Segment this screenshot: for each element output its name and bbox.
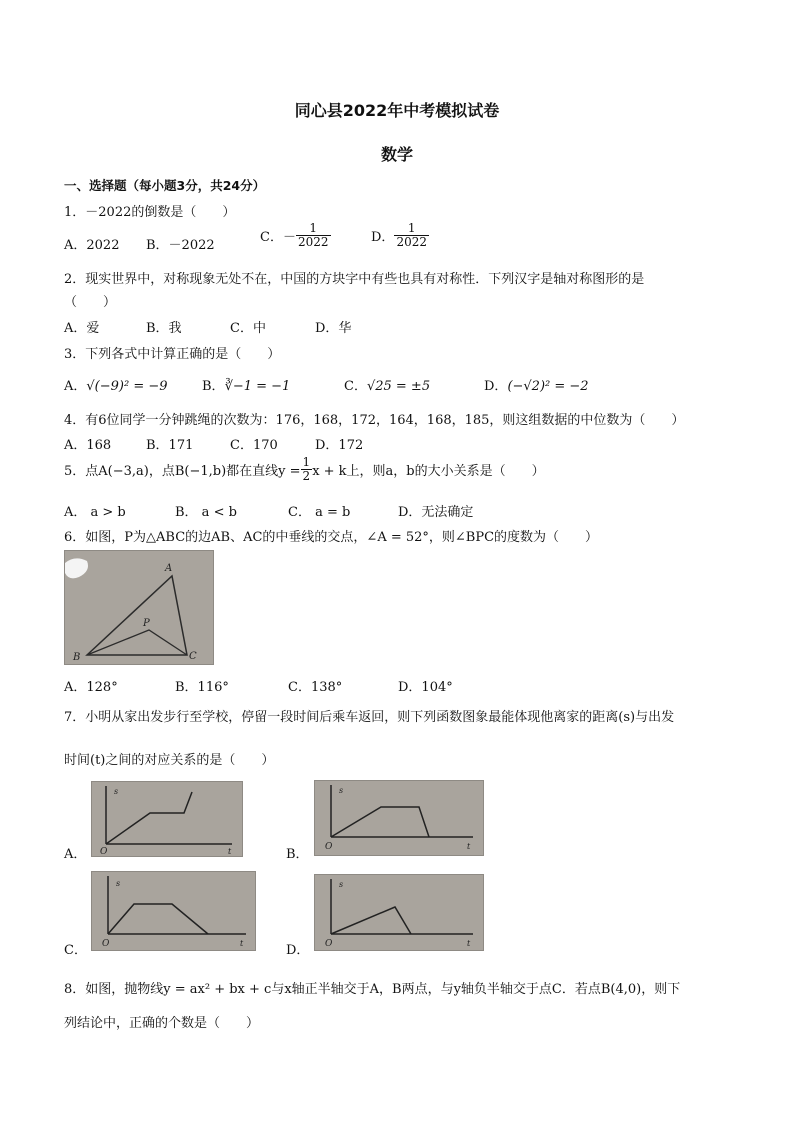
question-2-stem: 2．现实世界中，对称现象无处不在，中国的方块字中有些也具有对称性．下列汉字是轴对称图形的是 [64,272,645,287]
q5-option-d: D．无法确定 [398,505,474,520]
q3-option-c-expr: √25 = ±5 [366,379,431,394]
graph-d-origin: O [325,939,333,949]
graph-c-curve [108,904,208,934]
question-6-stem: 6．如图，P为△ABC的边AB、AC的中垂线的交点，∠A = 52°，则∠BPC的度数为（ ） [64,530,599,545]
q1-d-numerator: 1 [394,222,429,236]
q3-option-a-expr: √(−9)² = −9 [86,379,168,394]
q3-option-a-label: A． [64,379,87,394]
q2-option-c: C．中 [230,321,266,336]
q7-option-d-label: D． [286,943,310,958]
q7-option-a-label: A． [64,847,87,862]
label-a: A [165,563,173,574]
label-b: B [73,652,81,663]
q5-option-c: C． a = b [288,505,351,520]
q4-option-a: A．168 [64,438,112,453]
graph-c-t-label: t [240,939,244,948]
graph-b-origin: O [325,842,333,852]
q5-stem-part1: 5．点A(−3,a)，点B(−1,b)都在直线y = [64,464,301,480]
graph-d-curve [331,907,411,934]
q7-graph-b [314,780,484,856]
q6-option-a: A．128° [64,680,118,695]
graph-b-s-label: s [339,786,344,795]
question-5-stem [64,456,545,483]
q4-option-b: B．171 [146,438,194,453]
q3-option-b-expr: ∛−1 = −1 [224,379,291,394]
q6-option-c: C．138° [288,680,343,695]
q1-option-b: B．－2022 [146,238,215,253]
q7-graph-d [314,874,484,951]
q5-numerator: 1 [302,455,311,469]
q7-option-c-label: C． [64,943,87,958]
q1-option-d-label: D． [371,230,395,246]
q3-option-c [344,375,430,394]
q1-d-denominator: 2022 [396,235,427,250]
graph-a-curve [106,792,192,844]
question-1-stem: 1．－2022的倒数是（ ） [64,205,236,220]
q3-option-d-label: D． [484,379,508,394]
q7-graph-b-svg [315,781,483,855]
question-3-stem: 3．下列各式中计算正确的是（ ） [64,347,281,362]
question-4-stem: 4．有6位同学一分钟跳绳的次数为：176，168，172，164，168，185，则这组数据的中位数为（ ） [64,413,685,428]
page-subtitle: 数学 [380,145,413,164]
graph-a-origin: O [100,847,108,856]
q2-option-b: B．我 [146,321,182,336]
q4-option-d: D．172 [315,438,364,453]
q1-c-denominator: 2022 [297,235,329,250]
q6-option-b: B．116° [175,680,229,695]
q5-option-b: B． a < b [175,505,237,520]
q6-triangle-svg [65,551,213,664]
q7-graph-c-svg [92,872,255,950]
q5-denominator: 2 [302,469,311,484]
question-2-paren: （ ） [64,295,117,310]
graph-b-t-label: t [467,842,471,851]
paper-glare [65,558,88,578]
q1-c-numerator: 1 [296,222,331,236]
q3-option-b-label: B． [202,379,225,394]
q7-graph-d-svg [315,875,483,950]
triangle-abc [87,576,187,655]
q4-option-c: C．170 [230,438,278,453]
question-7-stem-line1: 7．小明从家出发步行至学校，停留一段时间后乘车返回，则下列函数图象最能体现他离家的距离(s)与出发 [64,710,675,725]
q2-option-d: D．华 [315,321,352,336]
q7-graph-c [91,871,256,951]
q6-triangle-figure [64,550,214,665]
q6-option-d: D．104° [398,680,453,695]
q3-option-a [64,375,168,394]
page-title: 同心县2022年中考模拟试卷 [294,101,500,120]
graph-d-s-label: s [339,880,344,889]
label-p: P [143,618,150,629]
q1-option-c [260,222,331,249]
segments-bp-pc [87,630,187,655]
q1-option-c-fraction [296,222,331,249]
label-c: C [189,651,197,662]
graph-a-s-label: s [114,787,119,796]
question-7-stem-line2: 时间(t)之间的对应关系的是（ ） [64,753,275,768]
graph-c-origin: O [102,939,110,949]
graph-a-t-label: t [228,847,232,856]
q5-stem-part2: x + k上，则a，b的大小关系是（ ） [312,464,545,480]
q3-option-d-expr: (−√2)² = −2 [507,379,589,394]
q5-option-a: A． a > b [64,505,126,520]
question-8-stem-line1: 8．如图，抛物线y = ax² + bx + c与x轴正半轴交于A，B两点，与y轴负半轴交于点C．若点B(4,0)，则下 [64,982,681,997]
q1-option-a: A．2022 [64,238,120,253]
question-8-stem-line2: 列结论中，正确的个数是（ ） [64,1016,260,1031]
graph-d-t-label: t [467,939,471,948]
q3-option-b [202,375,290,394]
q7-option-b-label: B． [286,847,309,862]
graph-c-s-label: s [116,879,121,888]
q3-option-d [484,375,589,394]
q3-option-c-label: C． [344,379,367,394]
q7-graph-a [91,781,243,857]
q1-option-d-fraction [394,222,429,249]
q1-option-c-label: C．－ [260,230,296,246]
section-heading: 一、选择题（每小题3分，共24分） [64,178,266,193]
q1-option-d [371,222,429,249]
graph-b-curve [331,807,429,837]
q2-option-a: A．爱 [64,321,100,336]
q7-graph-a-svg [92,782,242,856]
q5-fraction [301,456,313,483]
